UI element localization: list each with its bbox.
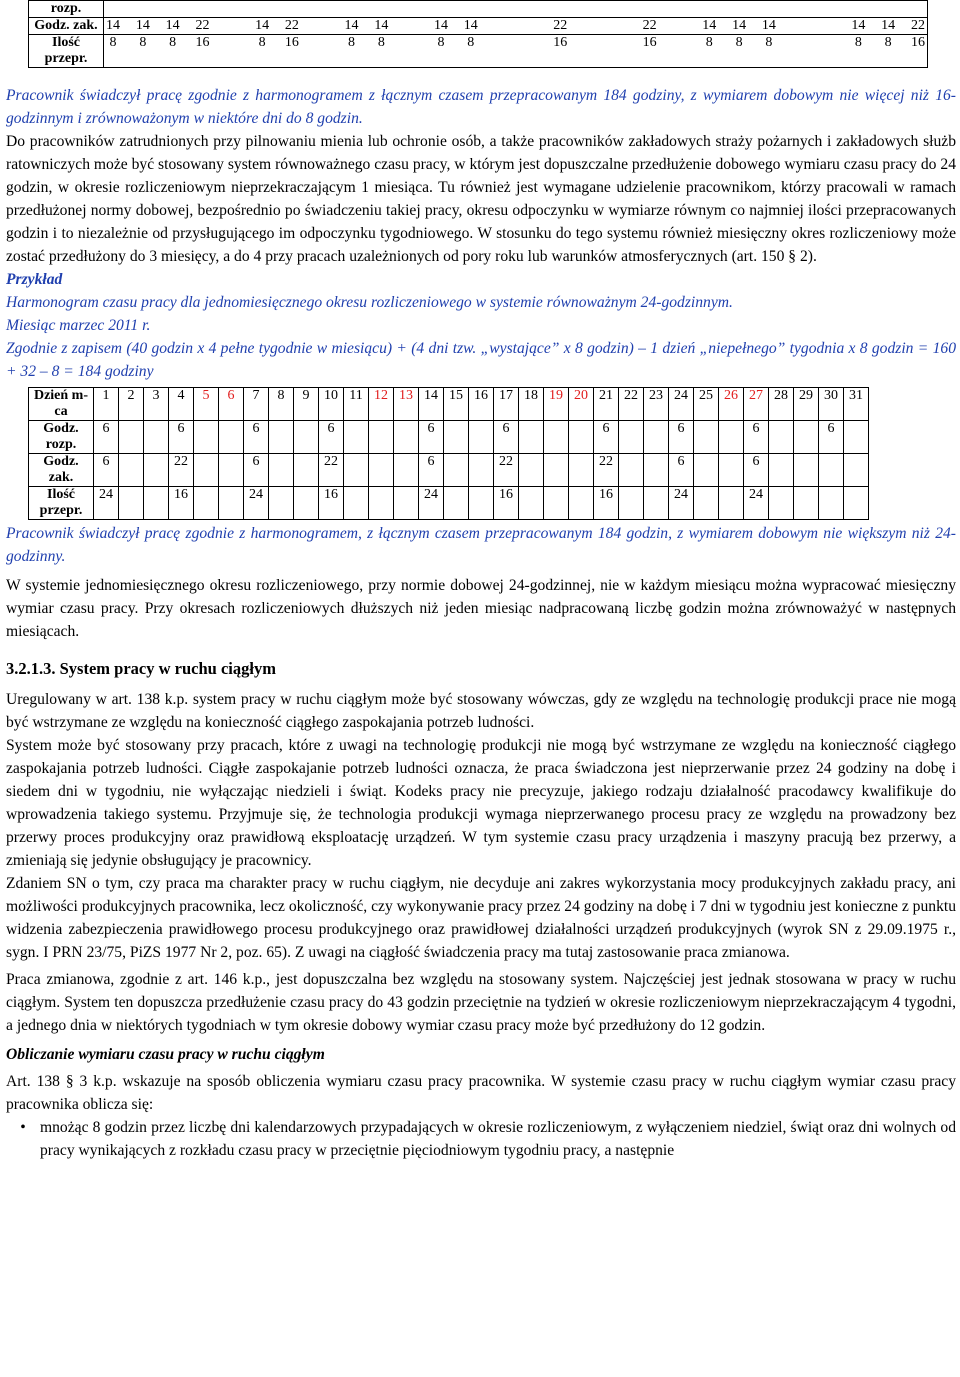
schedule-cell: 22 [594,454,619,487]
top-table-cell: 8 [884,35,892,50]
schedule-cell: 24 [669,487,694,520]
schedule-cell [619,421,644,454]
top-table-cell: 8 [348,35,355,50]
schedule-cell [844,487,869,520]
schedule-cell: 12 [369,388,394,421]
top-table-cell: 14 [165,18,180,33]
schedule-cell [194,454,219,487]
schedule-cell [219,487,244,520]
schedule-cell [344,454,369,487]
top-table-cell: 14 [106,18,120,33]
schedule-cell [544,454,569,487]
schedule-cell: 11 [344,388,369,421]
schedule-row-end [29,454,869,487]
schedule-cell [769,421,794,454]
top-table-cell: 14 [702,18,717,33]
bullet-icon: • [20,1119,26,1136]
top-table-cell: 14 [732,18,747,33]
top-table-cell [523,35,537,51]
schedule-cell [519,487,544,520]
schedule-cell [844,421,869,454]
schedule-cell [394,454,419,487]
top-table-cell: 16 [284,35,299,50]
schedule-cell: 22 [319,454,344,487]
top-table-cell [523,18,537,34]
schedule-cell [294,487,319,520]
schedule-cell: 24 [244,487,269,520]
schedule-cell: 17 [494,388,519,421]
top-table-cell: 8 [765,35,773,50]
top-table-cell: 14 [881,18,896,33]
paragraph-sn-opinion: Zdaniem SN o tym, czy praca ma charakter pracy w ruchu ciągłym, nie decyduje ani zakres wykorzystania mocy produkcyjnych zakładu pracy, ani możliwości produkcyjnych pracownika, lecz okoliczność, czy wykonywanie pracy przez 24 godziny na dobę i 7 dni w tygodniu jest konieczne z punktu widzenia zabezpieczenia prawidłowego procesu produkcyjnego oraz prawidłowej działalności urządzeń produkcyjnych (wyrok SN z 29.09.1975 r., sygn. I PRN 23/75, PiZS 1977 Nr 2, poz. 65). Z uwagi na ciągłość świadczenia pracy ma tutaj zastosowanie praca zmianowa. [6,875,956,961]
top-table-cell [672,18,686,34]
schedule-cell [444,487,469,520]
schedule-cell [444,454,469,487]
schedule-cell: 26 [719,388,744,421]
schedule-cell [569,421,594,454]
schedule-cell [344,421,369,454]
top-table-cell: 16 [553,35,568,50]
schedule-cell [469,454,494,487]
schedule-cell: 6 [419,421,444,454]
paragraph-guard-system: Do pracowników zatrudnionych przy pilnowaniu mienia lub ochronie osób, a także pracowników zakładowych straży pożarnych i zakładowych służb ratowniczych może być stosowany system równoważnego czasu pracy, w którym jest dopuszczalne przedłużenie dobowego wymiaru czasu pracy do 24 godzin, w okresie rozliczeniowym nieprzekraczającym 1 miesiąca. Tu również jest wymagane udzielenie pracownikom, którzy pracowali w ramach przedłużonej normy dobowej, bezpośrednio po świadczeniu takiej pracy, okresu odpoczynku w wymiarze równym co najmniej ilości przepracowanych godzin i to niezależnie od przysługującego im odpoczynku tygodniowego. W stosunku do tego systemu również miesięczny okres rozliczeniowy może zostać przedłużony do 3 miesięcy, a do 4 przy pracach uzależnionych od pory roku lub warunków atmosferycznych (art. 150 § 2). [6,133,956,265]
schedule-cell: 5 [194,388,219,421]
schedule-cell: 23 [644,388,669,421]
top-table-cell: 8 [377,35,385,50]
top-table-values [104,18,928,35]
schedule-cell: 6 [94,421,119,454]
schedule-cell: 29 [794,388,819,421]
top-table-cell [583,35,597,51]
schedule-cell [119,421,144,454]
top-table-row [29,18,928,35]
schedule-cell [844,454,869,487]
schedule-cell [719,454,744,487]
schedule-cell: 6 [169,421,194,454]
top-table-values [104,1,928,18]
top-table-cell [494,18,508,34]
schedule-row-start [29,421,869,454]
schedule-cell: 6 [744,421,769,454]
schedule-cell [719,487,744,520]
top-table-cell: 14 [851,18,866,33]
top-table-cell: 16 [642,35,657,50]
top-table-cell [583,18,597,34]
top-table-cell [315,18,329,34]
schedule-cell: 24 [744,487,769,520]
top-table-cell: 8 [139,35,147,50]
schedule-row-header: Dzień m-ca [29,388,94,421]
schedule-cell [644,421,669,454]
schedule-cell [469,487,494,520]
schedule-cell: 9 [294,388,319,421]
schedule-cell: 6 [319,421,344,454]
schedule-cell: 6 [594,421,619,454]
top-table-row [29,35,928,68]
schedule-cell [194,487,219,520]
schedule-cell [144,421,169,454]
section-heading: 3.2.1.3. System pracy w ruchu ciągłym [6,659,276,678]
top-table-cell: 8 [735,35,743,50]
schedule-cell [644,487,669,520]
schedule-cell [219,454,244,487]
schedule-cell: 25 [694,388,719,421]
schedule-cell [119,487,144,520]
schedule-cell: 6 [219,388,244,421]
top-table-cell [792,35,806,51]
schedule-cell: 10 [319,388,344,421]
schedule-cell: 19 [544,388,569,421]
top-table-cell: 8 [437,35,445,50]
schedule-cell: 27 [744,388,769,421]
top-table-cell: 22 [553,18,568,33]
example-line-1: Harmonogram czasu pracy dla jednomiesięcznego okresu rozliczeniowego w systemie równoważnym 24-godzinnym. [6,294,733,311]
schedule-cell [294,421,319,454]
schedule-cell [569,454,594,487]
schedule-cell: 6 [669,421,694,454]
schedule-cell: 20 [569,388,594,421]
paragraph-art-138-3: Art. 138 § 3 k.p. wskazuje na sposób obliczenia wymiaru czasu pracy pracownika. W systemie czasu pracy w ruchu ciągłym wymiar czasu pracy pracownika oblicza się: [6,1073,956,1113]
top-table-row-header: rozp. [29,1,104,18]
top-table-values [104,35,928,68]
schedule-cell: 16 [494,487,519,520]
top-table-cell: 14 [135,18,150,33]
top-table-cell: 14 [255,18,270,33]
paragraph-continuous-system: System może być stosowany przy pracach, które z uwagi na technologię produkcji nie mogą być wstrzymane ze względu na konieczność ciągłego zaspokajania potrzeb ludności. Ciągłe zaspokajanie potrzeb ludności oznacza, że praca świadczona jest nieprzerwanie przez 24 godziny na dobę i siedem dni w tygodniu, nie wyłączając niedzieli i świąt. Kodeks pracy nie precyzuje, jakiego rodzaju działalność pracodawcy kwalifikuje do wprowadzenia takiego systemu. Przyjmuje się, że technologia produkcji wymaga nieprzerwanego procesu pracy ze względu na prowadzony bez przerwy proces produkcyjny oraz prawidłową eksploatację urządzeń. W tym systemie czasu pracy urządzenia i maszyny pracują bez przerwy, a zmieniają się jedynie obsługujący je pracownicy. [6,737,956,869]
schedule-cell: 4 [169,388,194,421]
schedule-cell: 24 [419,487,444,520]
top-table-cell: 22 [195,18,210,33]
top-schedule-table [28,0,928,68]
top-table-cell: 8 [109,35,117,50]
top-table-cell [822,35,836,51]
schedule-cell [369,421,394,454]
top-table-cell [792,18,806,34]
schedule-cell: 8 [269,388,294,421]
top-table-cell: 22 [642,18,657,33]
schedule-cell [144,454,169,487]
schedule-cell [294,454,319,487]
paragraph-summary-2: Pracownik świadczył pracę zgodnie z harmonogramem, z łącznym czasem przepracowanym 184 godzin, z wymiarem dobowym nie większym niż 24-godzinny. [6,525,956,565]
top-table-cell: 8 [258,35,266,50]
schedule-cell [694,421,719,454]
top-table-cell: 8 [705,35,713,50]
schedule-cell: 7 [244,388,269,421]
paragraph-monthly-norm: W systemie jednomiesięcznego okresu rozliczeniowego, przy normie dobowej 24-godzinnej, nie w każdym miesiącu można wypracować miesięczny wymiar czasu pracy. Przy okresach rozliczeniowych dłuższych niż jeden miesiąc nadpracowaną liczbę godzin można zrównoważyć w następnych miesiącach. [6,577,956,640]
schedule-cell: 1 [94,388,119,421]
schedule-cell [794,421,819,454]
schedule-cell: 3 [144,388,169,421]
schedule-cell [119,454,144,487]
schedule-cell [519,421,544,454]
schedule-row-hours [29,487,869,520]
schedule-cell: 16 [169,487,194,520]
example-heading: Przykład [6,271,63,288]
top-table-cell [494,35,508,51]
schedule-cell [344,487,369,520]
schedule-cell: 16 [319,487,344,520]
march-schedule-table [28,387,869,520]
schedule-cell: 28 [769,388,794,421]
schedule-cell [719,421,744,454]
schedule-cell [544,421,569,454]
schedule-cell [794,487,819,520]
top-table-cell: 14 [374,18,389,33]
top-table-row-header: Godz. zak. [29,18,104,35]
schedule-cell: 18 [519,388,544,421]
top-table-cell: 8 [467,35,475,50]
schedule-cell: 22 [619,388,644,421]
schedule-cell [694,487,719,520]
bullet-item [6,1116,956,1162]
schedule-cell: 16 [594,487,619,520]
schedule-cell [269,487,294,520]
schedule-cell: 6 [244,454,269,487]
schedule-cell: 22 [494,454,519,487]
schedule-row-header: Godz. zak. [29,454,94,487]
schedule-cell [569,487,594,520]
top-table-cell [613,35,627,51]
schedule-cell [469,421,494,454]
schedule-cell [219,421,244,454]
top-table-cell: 8 [854,35,862,50]
example-line-2: Miesiąc marzec 2011 r. [6,317,151,334]
schedule-cell [394,487,419,520]
schedule-cell: 24 [94,487,119,520]
top-table-cell: 14 [761,18,776,33]
schedule-cell: 2 [119,388,144,421]
schedule-cell: 6 [494,421,519,454]
paragraph-shift-work: Praca zmianowa, zgodnie z art. 146 k.p., jest dopuszczalna bez względu na stosowany system. Najczęściej jest jednak stosowana w pracy w ruchu ciągłym. System ten dopuszcza przedłużenie czasu pracy do 43 godzin przeciętnie na tydzień w okresie rozliczeniowym nieprzekraczającym 4 tygodni, a jednego dnia w niektórych tygodniach w tym okresie dobowy wymiar czasu pracy może być przedłużony do 12 godzin. [6,971,956,1034]
schedule-row-header: Godz. rozp. [29,421,94,454]
schedule-cell: 16 [469,388,494,421]
schedule-cell: 13 [394,388,419,421]
schedule-cell [269,454,294,487]
schedule-cell: 22 [169,454,194,487]
example-line-3: Zgodnie z zapisem (40 godzin x 4 pełne tygodnie w miesiącu) + (4 dni tzw. „wystające” x 8 godzin) – 1 dzień „niepełnego” tygodnia x 8 godzin = 160 + 32 – 8 = 184 godziny [6,340,956,380]
paragraph-summary-1: Pracownik świadczył pracę zgodnie z harmonogramem z łącznym czasem przepracowanym 184 godziny, z wymiarem dobowym nie więcej niż 16-godzinnym i zrównoważonym w niektóre dni do 8 godzin. [6,87,956,127]
top-table-row [29,1,928,18]
top-table-cell: 8 [169,35,177,50]
schedule-cell [619,487,644,520]
top-table-cell [225,18,239,34]
schedule-cell [544,487,569,520]
top-table-cell: 16 [195,35,210,50]
top-table-cell [225,35,239,51]
schedule-cell: 15 [444,388,469,421]
schedule-cell [794,454,819,487]
top-table-cell [404,35,418,51]
top-table-cell [315,35,329,51]
schedule-cell [369,454,394,487]
top-table-row-header: Ilość przepr. [29,35,104,68]
top-table-cell: 16 [910,35,925,50]
schedule-row-header: Ilość przepr. [29,487,94,520]
schedule-cell [194,421,219,454]
schedule-cell: 6 [819,421,844,454]
bullet-text: mnożąc 8 godzin przez liczbę dni kalendarzowych przypadających w okresie rozliczeniowym, z wyłączeniem niedziel, świąt oraz dni wolnych od pracy wynikających z rozkładu czasu pracy w przeciętnie pięciodniowym tygodniu pracy, a następnie [40,1119,956,1159]
paragraph-art-138: Uregulowany w art. 138 k.p. system pracy w ruchu ciągłym może być stosowany wówczas, gdy ze względu na technologię produkcji prace nie mogą być wstrzymane ze względu na konieczność ciągłego zaspokajania potrzeb ludności. [6,691,956,731]
schedule-cell: 6 [669,454,694,487]
schedule-cell [394,421,419,454]
schedule-cell [819,487,844,520]
subheading-calculation: Obliczanie wymiaru czasu pracy w ruchu ciągłym [6,1046,325,1063]
schedule-cell [769,487,794,520]
schedule-cell [644,454,669,487]
schedule-cell: 21 [594,388,619,421]
top-table-cell [404,18,418,34]
schedule-cell: 6 [419,454,444,487]
top-table-cell: 14 [433,18,448,33]
schedule-cell [769,454,794,487]
schedule-cell: 14 [419,388,444,421]
top-table-cell: 14 [344,18,359,33]
top-table-cell: 14 [463,18,478,33]
schedule-cell [619,454,644,487]
schedule-cell [369,487,394,520]
top-table-cell: 22 [284,18,299,33]
schedule-cell: 6 [94,454,119,487]
document-page [6,0,956,1162]
schedule-cell: 6 [244,421,269,454]
schedule-cell [819,454,844,487]
schedule-cell: 24 [669,388,694,421]
schedule-cell [144,487,169,520]
schedule-cell [694,454,719,487]
schedule-cell: 30 [819,388,844,421]
top-table-cell: 22 [910,18,925,33]
top-table-cell [672,35,686,51]
schedule-cell: 6 [744,454,769,487]
schedule-cell [519,454,544,487]
top-table-cell [822,18,836,34]
schedule-cell [269,421,294,454]
schedule-cell: 31 [844,388,869,421]
schedule-cell [444,421,469,454]
schedule-row-days [29,388,869,421]
top-table-cell [613,18,627,34]
